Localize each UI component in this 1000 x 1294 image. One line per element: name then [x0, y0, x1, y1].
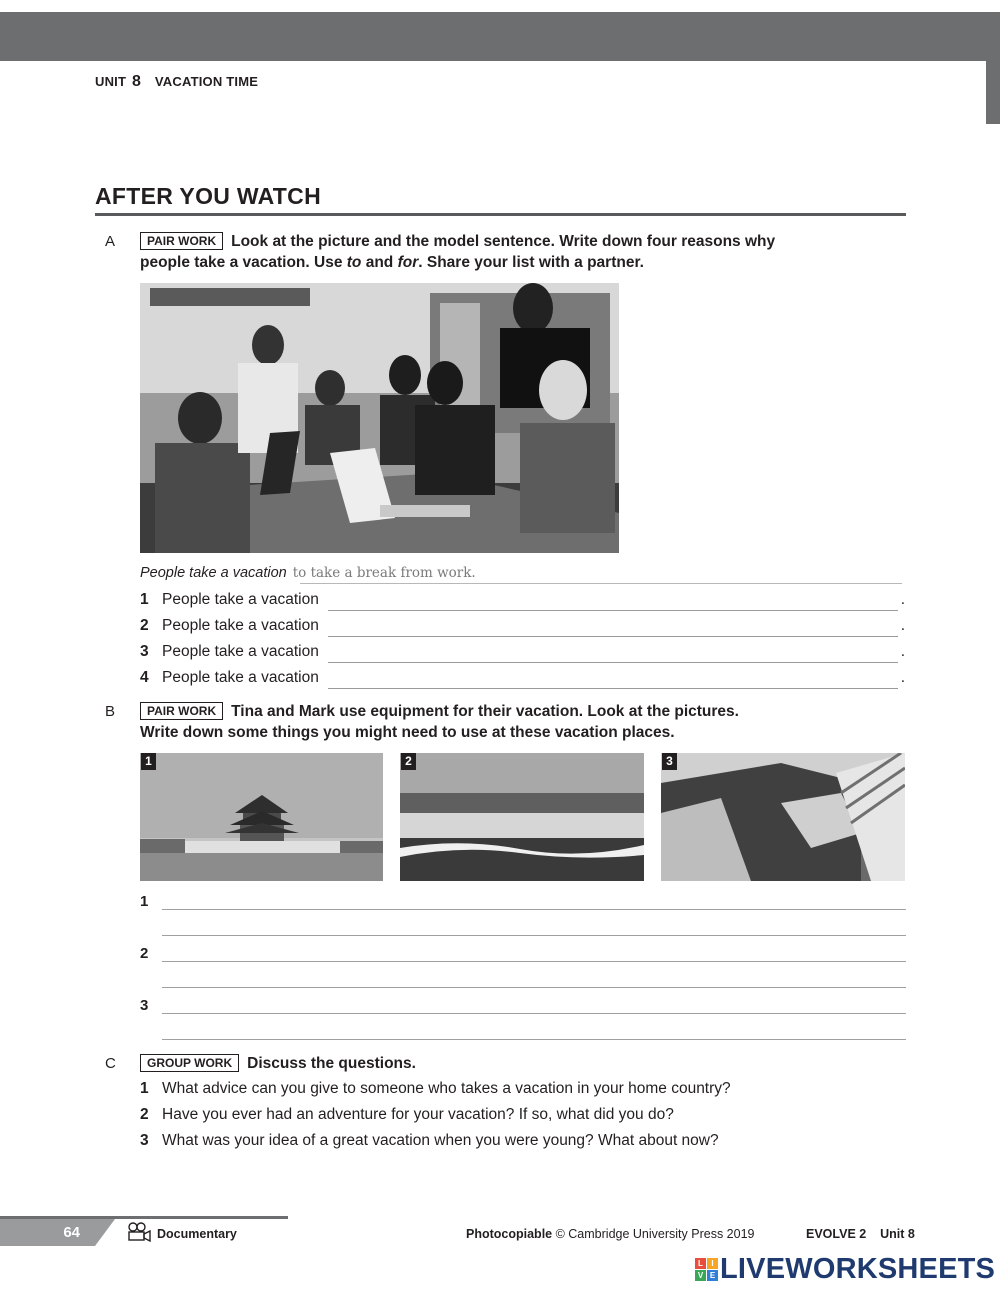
instruction-text: Tina and Mark use equipment for their vacation. Look at the pictures. Write down some things you might need to use at these vacation places.: [140, 703, 739, 741]
answer-row: [140, 591, 905, 613]
section-title: AFTER YOU WATCH: [95, 183, 321, 209]
header-band: [0, 12, 1000, 61]
photocopiable-label: Photocopiable: [466, 1227, 553, 1241]
logo-blocks: [695, 1258, 718, 1281]
picture-badge: 3: [662, 753, 677, 770]
answer-line[interactable]: [162, 1039, 906, 1040]
exercise-b-instruction: [140, 701, 780, 743]
documentary-label: Documentary: [157, 1227, 237, 1241]
unit-heading: [95, 73, 258, 91]
row-period: .: [900, 643, 905, 660]
answer-line[interactable]: [328, 688, 898, 689]
page-number: 64: [0, 1219, 95, 1246]
instruction-text: Look at the picture and the model sentence. Write down four reasons why people take a vacation. Use: [140, 233, 776, 271]
exercise-c-instruction: [140, 1053, 820, 1074]
row-text: People take a vacation: [162, 669, 319, 686]
video-camera-icon: [127, 1222, 151, 1242]
group-work-tag: GROUP WORK: [140, 1054, 239, 1072]
question-item: [140, 1132, 719, 1150]
row-number: 3: [140, 643, 149, 660]
question-number: 2: [140, 1106, 149, 1123]
copyright-notice: [466, 1227, 754, 1241]
answer-line[interactable]: [162, 987, 906, 988]
liveworksheets-logo: [695, 1254, 995, 1284]
question-text: Have you ever had an adventure for your vacation? If so, what did you do?: [162, 1106, 674, 1123]
temple-photo: [140, 753, 383, 881]
picture-badge: 1: [141, 753, 156, 770]
exercise-b-letter: B: [105, 703, 116, 720]
footer-bar-corner: [95, 1219, 115, 1246]
question-number: 3: [140, 1132, 149, 1149]
instruction-text-end: . Share your list with a partner.: [418, 254, 644, 271]
instruction-text: Discuss the questions.: [247, 1055, 416, 1072]
row-text: People take a vacation: [162, 591, 319, 608]
model-sentence: [140, 565, 902, 585]
answer-line[interactable]: [162, 909, 906, 910]
answer-line[interactable]: [328, 662, 898, 663]
section-rule: [95, 213, 906, 216]
unit-number: 8: [131, 73, 142, 90]
answer-line[interactable]: [162, 1013, 906, 1014]
pair-work-tag: PAIR WORK: [140, 702, 223, 720]
logo-block: V: [695, 1270, 706, 1281]
exercise-a-instruction: [140, 231, 820, 273]
answer-row: [140, 617, 905, 639]
question-text: What advice can you give to someone who takes a vacation in your home country?: [162, 1080, 731, 1097]
answer-row: [140, 643, 905, 665]
row-period: .: [900, 617, 905, 634]
row-number: 1: [140, 591, 149, 608]
row-period: .: [900, 591, 905, 608]
question-item: [140, 1080, 731, 1098]
row-number: 2: [140, 617, 149, 634]
exercise-c-letter: C: [105, 1055, 116, 1072]
coast-photo: [661, 753, 905, 881]
row-text: People take a vacation: [162, 643, 319, 660]
pair-work-tag: PAIR WORK: [140, 232, 223, 250]
copyright-text: © Cambridge University Press 2019: [552, 1227, 755, 1241]
row-number: 4: [140, 669, 149, 686]
logo-block: L: [695, 1258, 706, 1269]
picture-badge: 2: [401, 753, 416, 770]
exercise-a-letter: A: [105, 233, 116, 250]
instruction-for: for: [397, 254, 419, 271]
logo-block: I: [707, 1258, 718, 1269]
meeting-photo: [140, 283, 619, 553]
logo-text: LIVEWORKSHEETS: [720, 1253, 996, 1285]
question-number: 1: [140, 1080, 149, 1097]
logo-block: E: [707, 1270, 718, 1281]
unit-label: UNIT: [95, 74, 127, 89]
row-text: People take a vacation: [162, 617, 319, 634]
answer-line[interactable]: [162, 935, 906, 936]
answer-line[interactable]: [328, 610, 898, 611]
row-period: .: [900, 669, 905, 686]
answer-number: 2: [140, 945, 149, 962]
header-tab: [986, 61, 1000, 124]
model-line: [300, 583, 902, 584]
question-text: What was your idea of a great vacation when you were young? What about now?: [162, 1132, 719, 1149]
model-lead: People take a vacation: [140, 565, 287, 581]
instruction-to: to: [346, 254, 362, 271]
beach-photo: [400, 753, 644, 881]
question-item: [140, 1106, 674, 1124]
book-reference: EVOLVE 2 Unit 8: [806, 1227, 915, 1241]
answer-number: 1: [140, 893, 149, 910]
answer-line[interactable]: [162, 961, 906, 962]
answer-number: 3: [140, 997, 149, 1014]
instruction-and: and: [361, 254, 398, 271]
answer-line[interactable]: [328, 636, 898, 637]
unit-title: VACATION TIME: [154, 74, 259, 89]
model-answer: to take a break from work.: [292, 565, 476, 581]
answer-row: [140, 669, 905, 691]
